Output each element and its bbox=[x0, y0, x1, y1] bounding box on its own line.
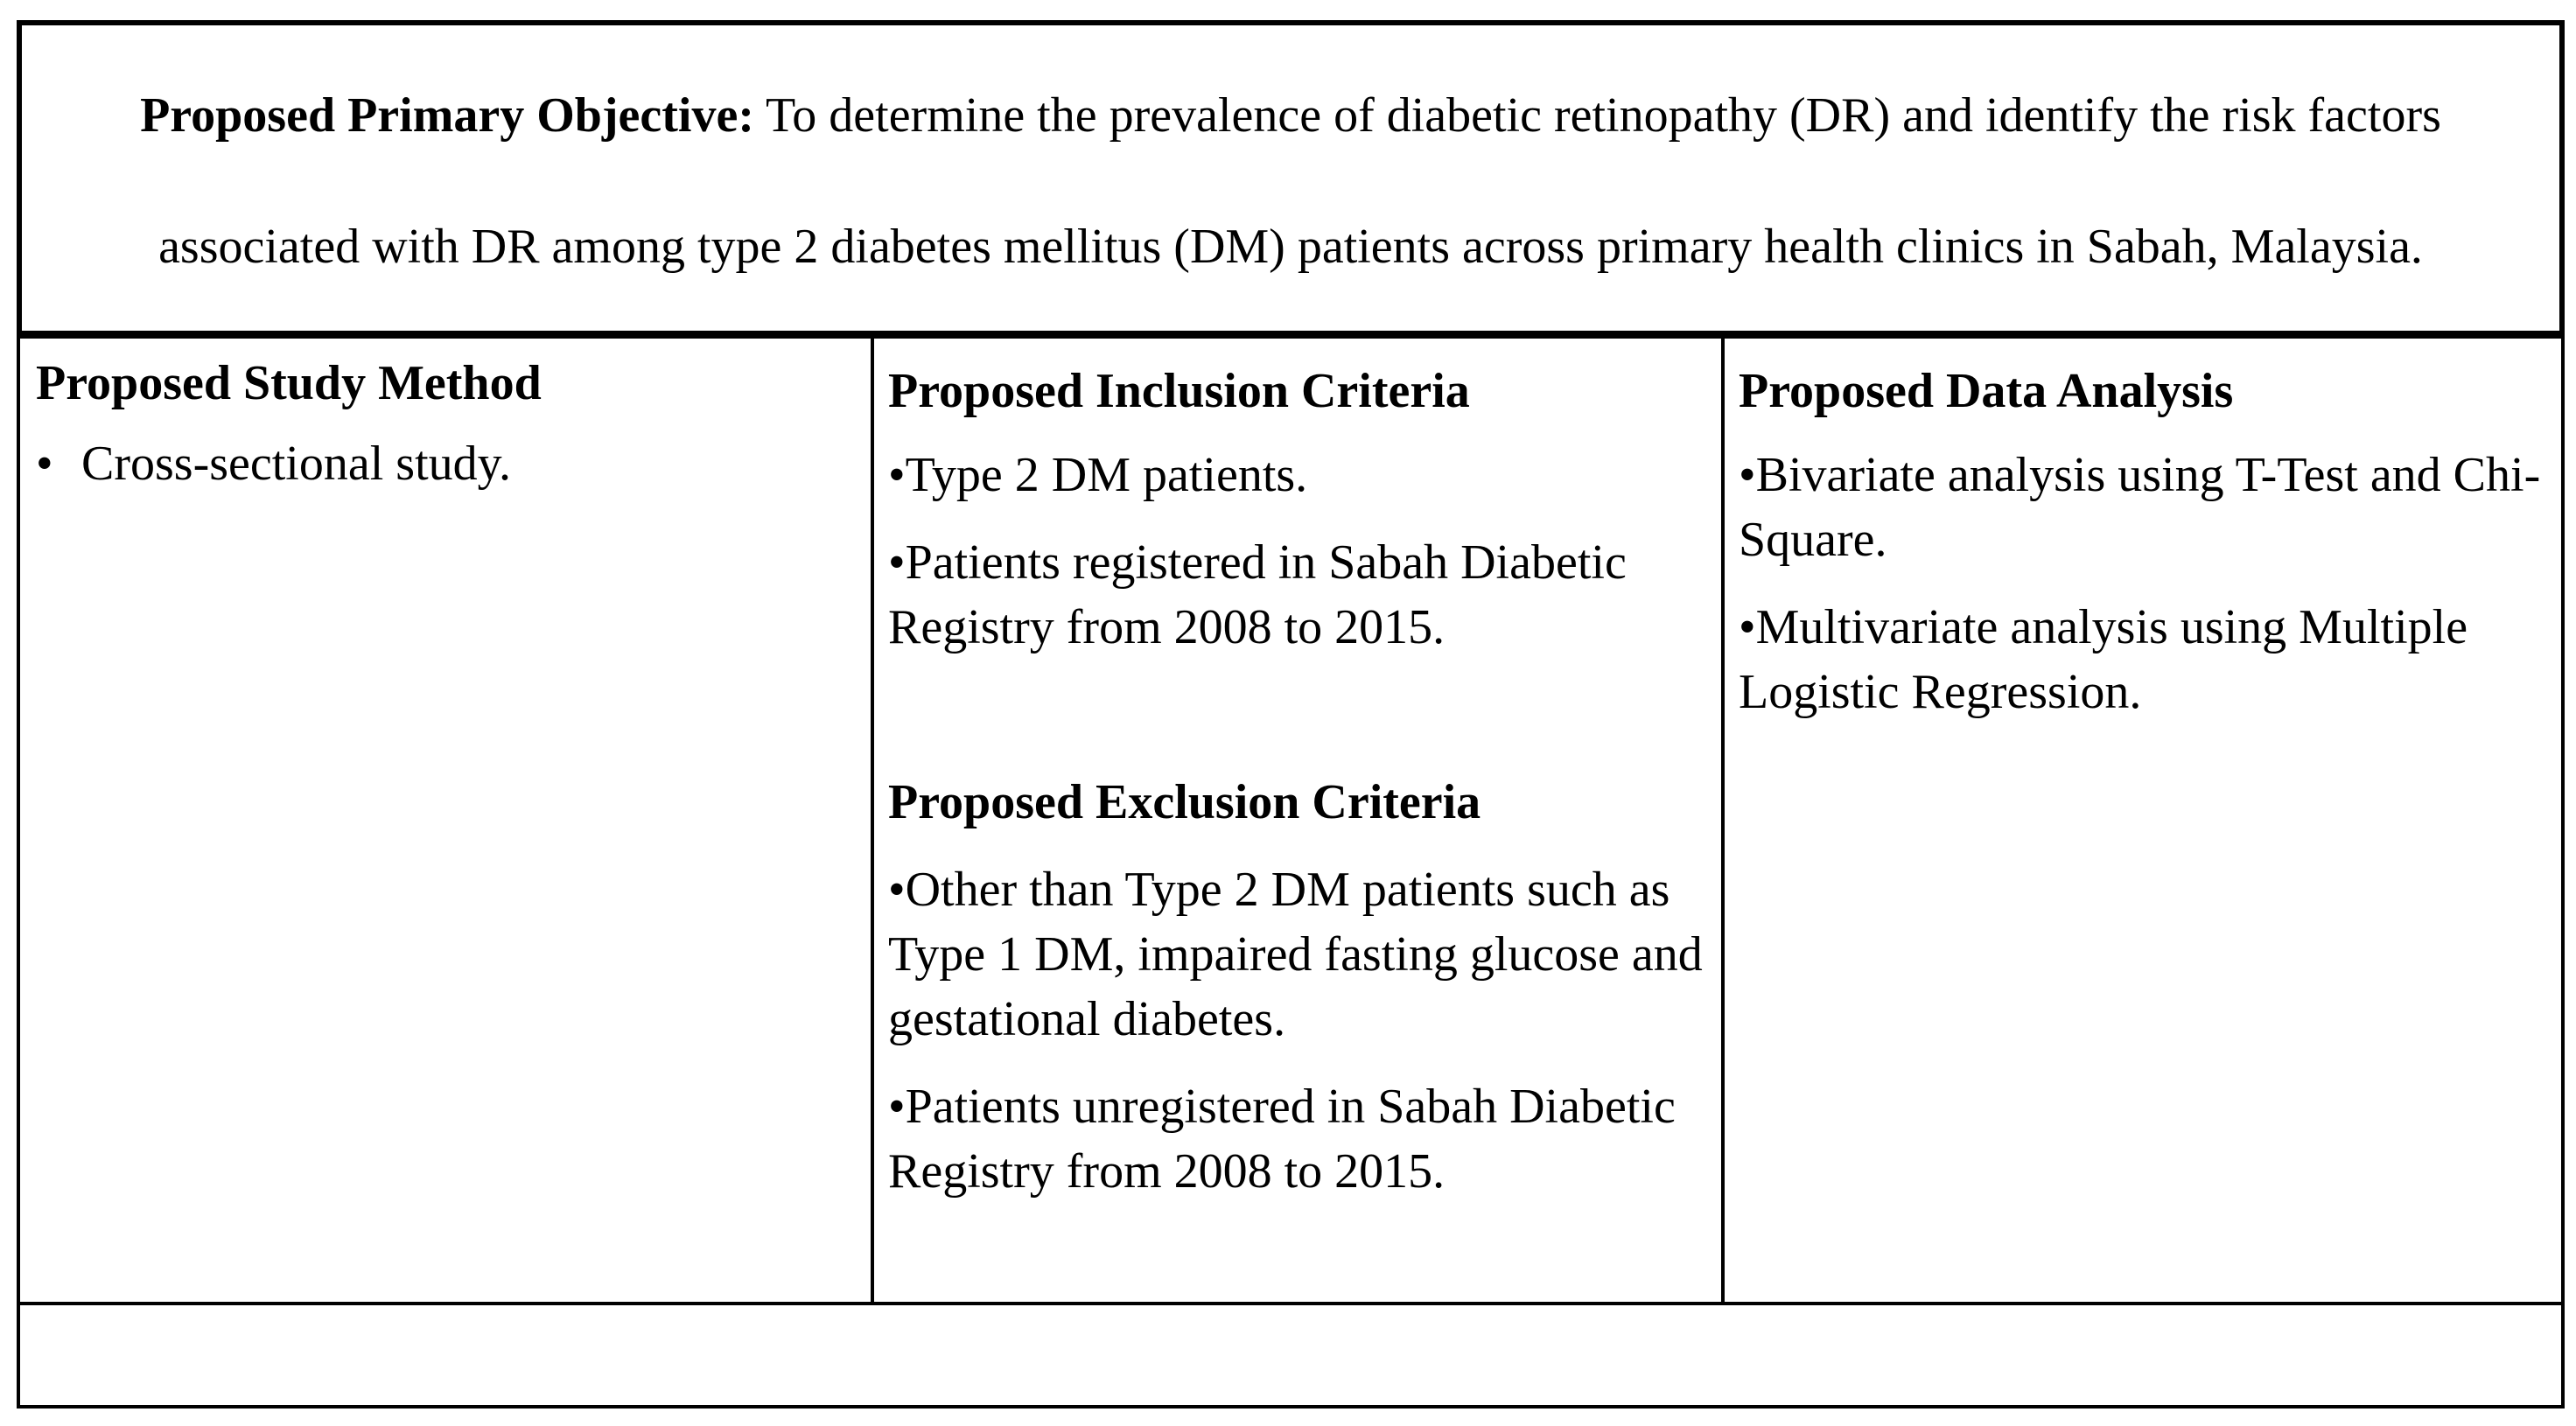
study-method-column bbox=[20, 339, 871, 1304]
objective-line-2: associated with DR among type 2 diabetes mellitus (DM) patients across primary health clinics in Sabah, Malaysia. bbox=[158, 220, 2423, 274]
criteria-column bbox=[871, 339, 1721, 1304]
analysis-item: •Multivariate analysis using Multiple Logistic Regression. bbox=[1739, 600, 2468, 719]
exclusion-item: •Other than Type 2 DM patients such as Type 1 DM, impaired fasting glucose and gestational diabetes. bbox=[888, 863, 1703, 1046]
inclusion-item: •Type 2 DM patients. bbox=[888, 448, 1308, 502]
exclusion-heading: Proposed Exclusion Criteria bbox=[888, 775, 1481, 829]
empty-footer-row bbox=[17, 1302, 2565, 1409]
bullet-icon: • bbox=[36, 437, 53, 491]
exclusion-item: •Patients unregistered in Sabah Diabetic Registry from 2008 to 2015. bbox=[888, 1080, 1676, 1199]
objective-text-1: To determine the prevalence of diabetic retinopathy (DR) and identify the risk factors bbox=[765, 88, 2441, 143]
analysis-item: •Bivariate analysis using T-Test and Chi-Square. bbox=[1739, 448, 2541, 567]
inclusion-heading: Proposed Inclusion Criteria bbox=[888, 364, 1470, 418]
objective-label: Proposed Primary Objective: bbox=[140, 88, 754, 143]
primary-objective-box bbox=[17, 20, 2565, 339]
analysis-heading: Proposed Data Analysis bbox=[1739, 364, 2234, 418]
proposal-columns bbox=[17, 339, 2565, 1304]
study-method-text: Cross-sectional study. bbox=[81, 437, 511, 491]
inclusion-item: •Patients registered in Sabah Diabetic Registry from 2008 to 2015. bbox=[888, 535, 1627, 654]
study-method-heading: Proposed Study Method bbox=[36, 356, 542, 410]
study-method-item bbox=[36, 431, 862, 496]
data-analysis-column bbox=[1721, 339, 2561, 1304]
objective-line-1 bbox=[22, 87, 2559, 143]
